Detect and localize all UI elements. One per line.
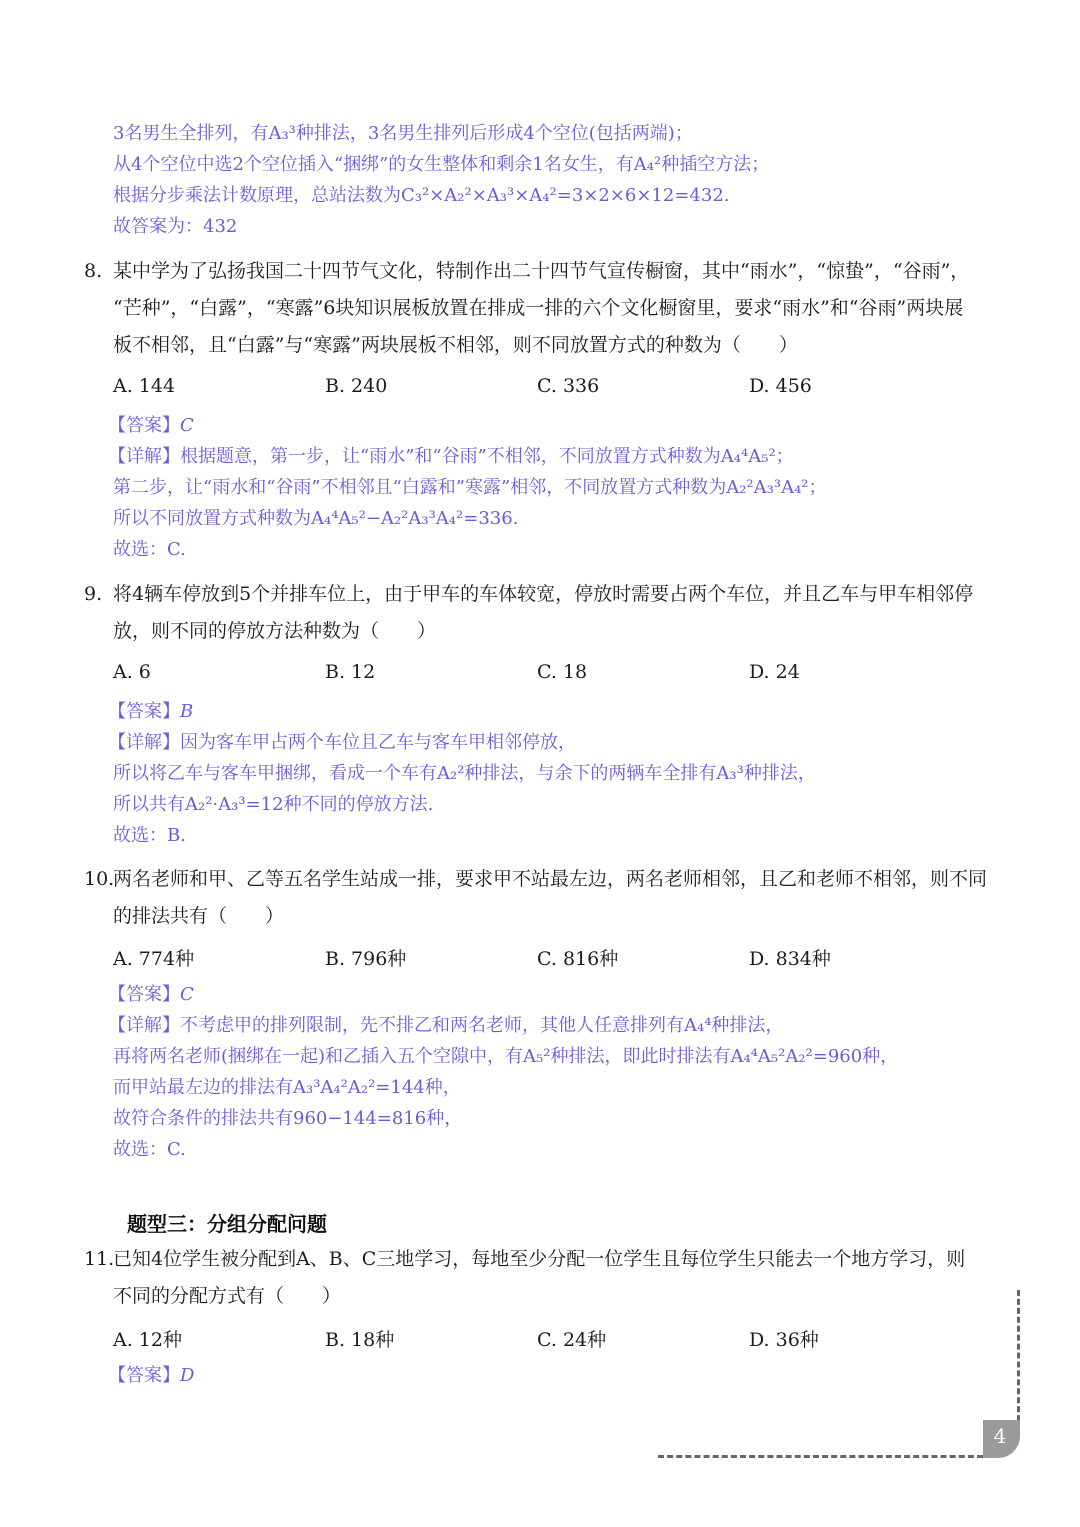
question-text: 放，则不同的停放方法种数为（ ） [113,620,437,642]
option-a: A. 6 [113,661,151,683]
answer-value: D [180,1365,195,1386]
option-d: D. 834种 [749,948,831,970]
question-number: 9. [84,583,103,605]
question-number: 11. [84,1248,115,1270]
question-text: 某中学为了弘扬我国二十四节气文化，特制作出二十四节气宣传橱窗，其中“雨水”，“惊蛰”，“谷雨”， [113,260,970,282]
detail-line: 再将两名老师(捆绑在一起)和乙插入五个空隙中，有A₅²种排法，即此时排法有A₄⁴A₅²A₂²=960种， [113,1046,899,1067]
answer-label: 【答案】 [108,1365,180,1386]
question-8 [84,253,1004,364]
section-title: 题型三：分组分配问题 [127,1212,327,1236]
detail-line: 【详解】根据题意，第一步，让“雨水”和“谷雨”不相邻，不同放置方式种数为A₄⁴A₅²； [108,446,794,467]
answer-block [108,979,898,1165]
question-9 [84,576,1004,650]
question-number: 10. [84,868,115,890]
solution-line: 3名男生全排列，有A₃³种排法，3名男生排列后形成4个空位(包括两端)； [113,123,693,144]
question-10 [84,861,1004,935]
detail-line: 故符合条件的排法共有960−144=816种， [113,1108,463,1129]
answer-block [108,696,816,851]
answer-block [108,410,827,565]
answer-block [108,1360,194,1391]
solution-line: 故答案为：432 [113,216,238,237]
option-c: C. 18 [537,661,588,683]
solution-line: 从4个空位中选2个空位插入“捆绑”的女生整体和剩余1名女生，有A₄²种插空方法； [113,154,770,175]
answer-label: 【答案】 [108,701,180,722]
detail-line: 而甲站最左边的排法有A₃³A₄²A₂²=144种， [113,1077,461,1098]
question-text: 板不相邻，且“白露”与“寒露”两块展板不相邻，则不同放置方式的种数为（ ） [113,334,798,356]
option-a: A. 12种 [113,1329,182,1351]
question-text: 的排法共有（ ） [113,905,285,927]
option-c: C. 816种 [537,948,619,970]
option-b: B. 18种 [325,1329,395,1351]
detail-line: 所以不同放置方式种数为A₄⁴A₅²−A₂²A₃³A₄²=336. [113,508,519,529]
detail-line: 所以共有A₂²·A₃³=12种不同的停放方法. [113,794,434,815]
option-b: B. 796种 [325,948,407,970]
solution-line: 根据分步乘法计数原理，总站法数为C₃²×A₂²×A₃³×A₄²=3×2×6×12=432. [113,185,730,206]
option-a: A. 144 [113,375,176,397]
option-d: D. 456 [749,375,812,397]
question-text: 已知4位学生被分配到A、B、C三地学习，每地至少分配一位学生且每位学生只能去一个地方学习，则 [113,1248,966,1270]
detail-line: 【详解】不考虑甲的排列限制，先不排乙和两名老师，其他人任意排列有A₄⁴种排法， [108,1015,784,1036]
detail-line: 第二步，让“雨水和“谷雨”不相邻且“白露和”寒露”相邻，不同放置方式种数为A₂²A₃³A₄²； [113,477,827,498]
option-c: C. 24种 [537,1329,607,1351]
question-11 [84,1241,1004,1315]
question-text: 不同的分配方式有（ ） [113,1285,342,1307]
detail-line: 【详解】因为客车甲占两个车位且乙车与客车甲相邻停放， [108,732,576,753]
option-c: C. 336 [537,375,600,397]
detail-line: 故选：B. [113,825,186,846]
option-a: A. 774种 [113,948,195,970]
option-b: B. 12 [325,661,376,683]
detail-line: 故选：C. [113,1139,186,1160]
detail-line: 故选：C. [113,539,186,560]
answer-value: C [180,415,194,436]
page-number: 4 [993,1424,1007,1448]
question-text: 将4辆车停放到5个并排车位上，由于甲车的车体较宽，停放时需要占两个车位，并且乙车与甲车相邻停 [113,583,974,605]
question-text: 两名老师和甲、乙等五名学生站成一排，要求甲不站最左边，两名老师相邻，且乙和老师不相邻，则不同 [113,868,988,890]
answer-label: 【答案】 [108,984,180,1005]
option-d: D. 36种 [749,1329,819,1351]
question-number: 8. [84,260,103,282]
page-border-dashed-vertical [1017,1290,1020,1430]
answer-value: B [180,701,194,722]
page-border-dashed-horizontal [658,1455,983,1458]
answer-value: C [180,984,194,1005]
solution-block [113,118,769,242]
answer-label: 【答案】 [108,415,180,436]
detail-line: 所以将乙车与客车甲捆绑，看成一个车有A₂²种排法，与余下的两辆车全排有A₃³种排法， [113,763,816,784]
question-text: “芒种”，“白露”，“寒露”6块知识展板放置在排成一排的六个文化橱窗里，要求“雨水”和“谷雨”两块展 [113,297,964,319]
option-b: B. 240 [325,375,388,397]
option-d: D. 24 [749,661,800,683]
